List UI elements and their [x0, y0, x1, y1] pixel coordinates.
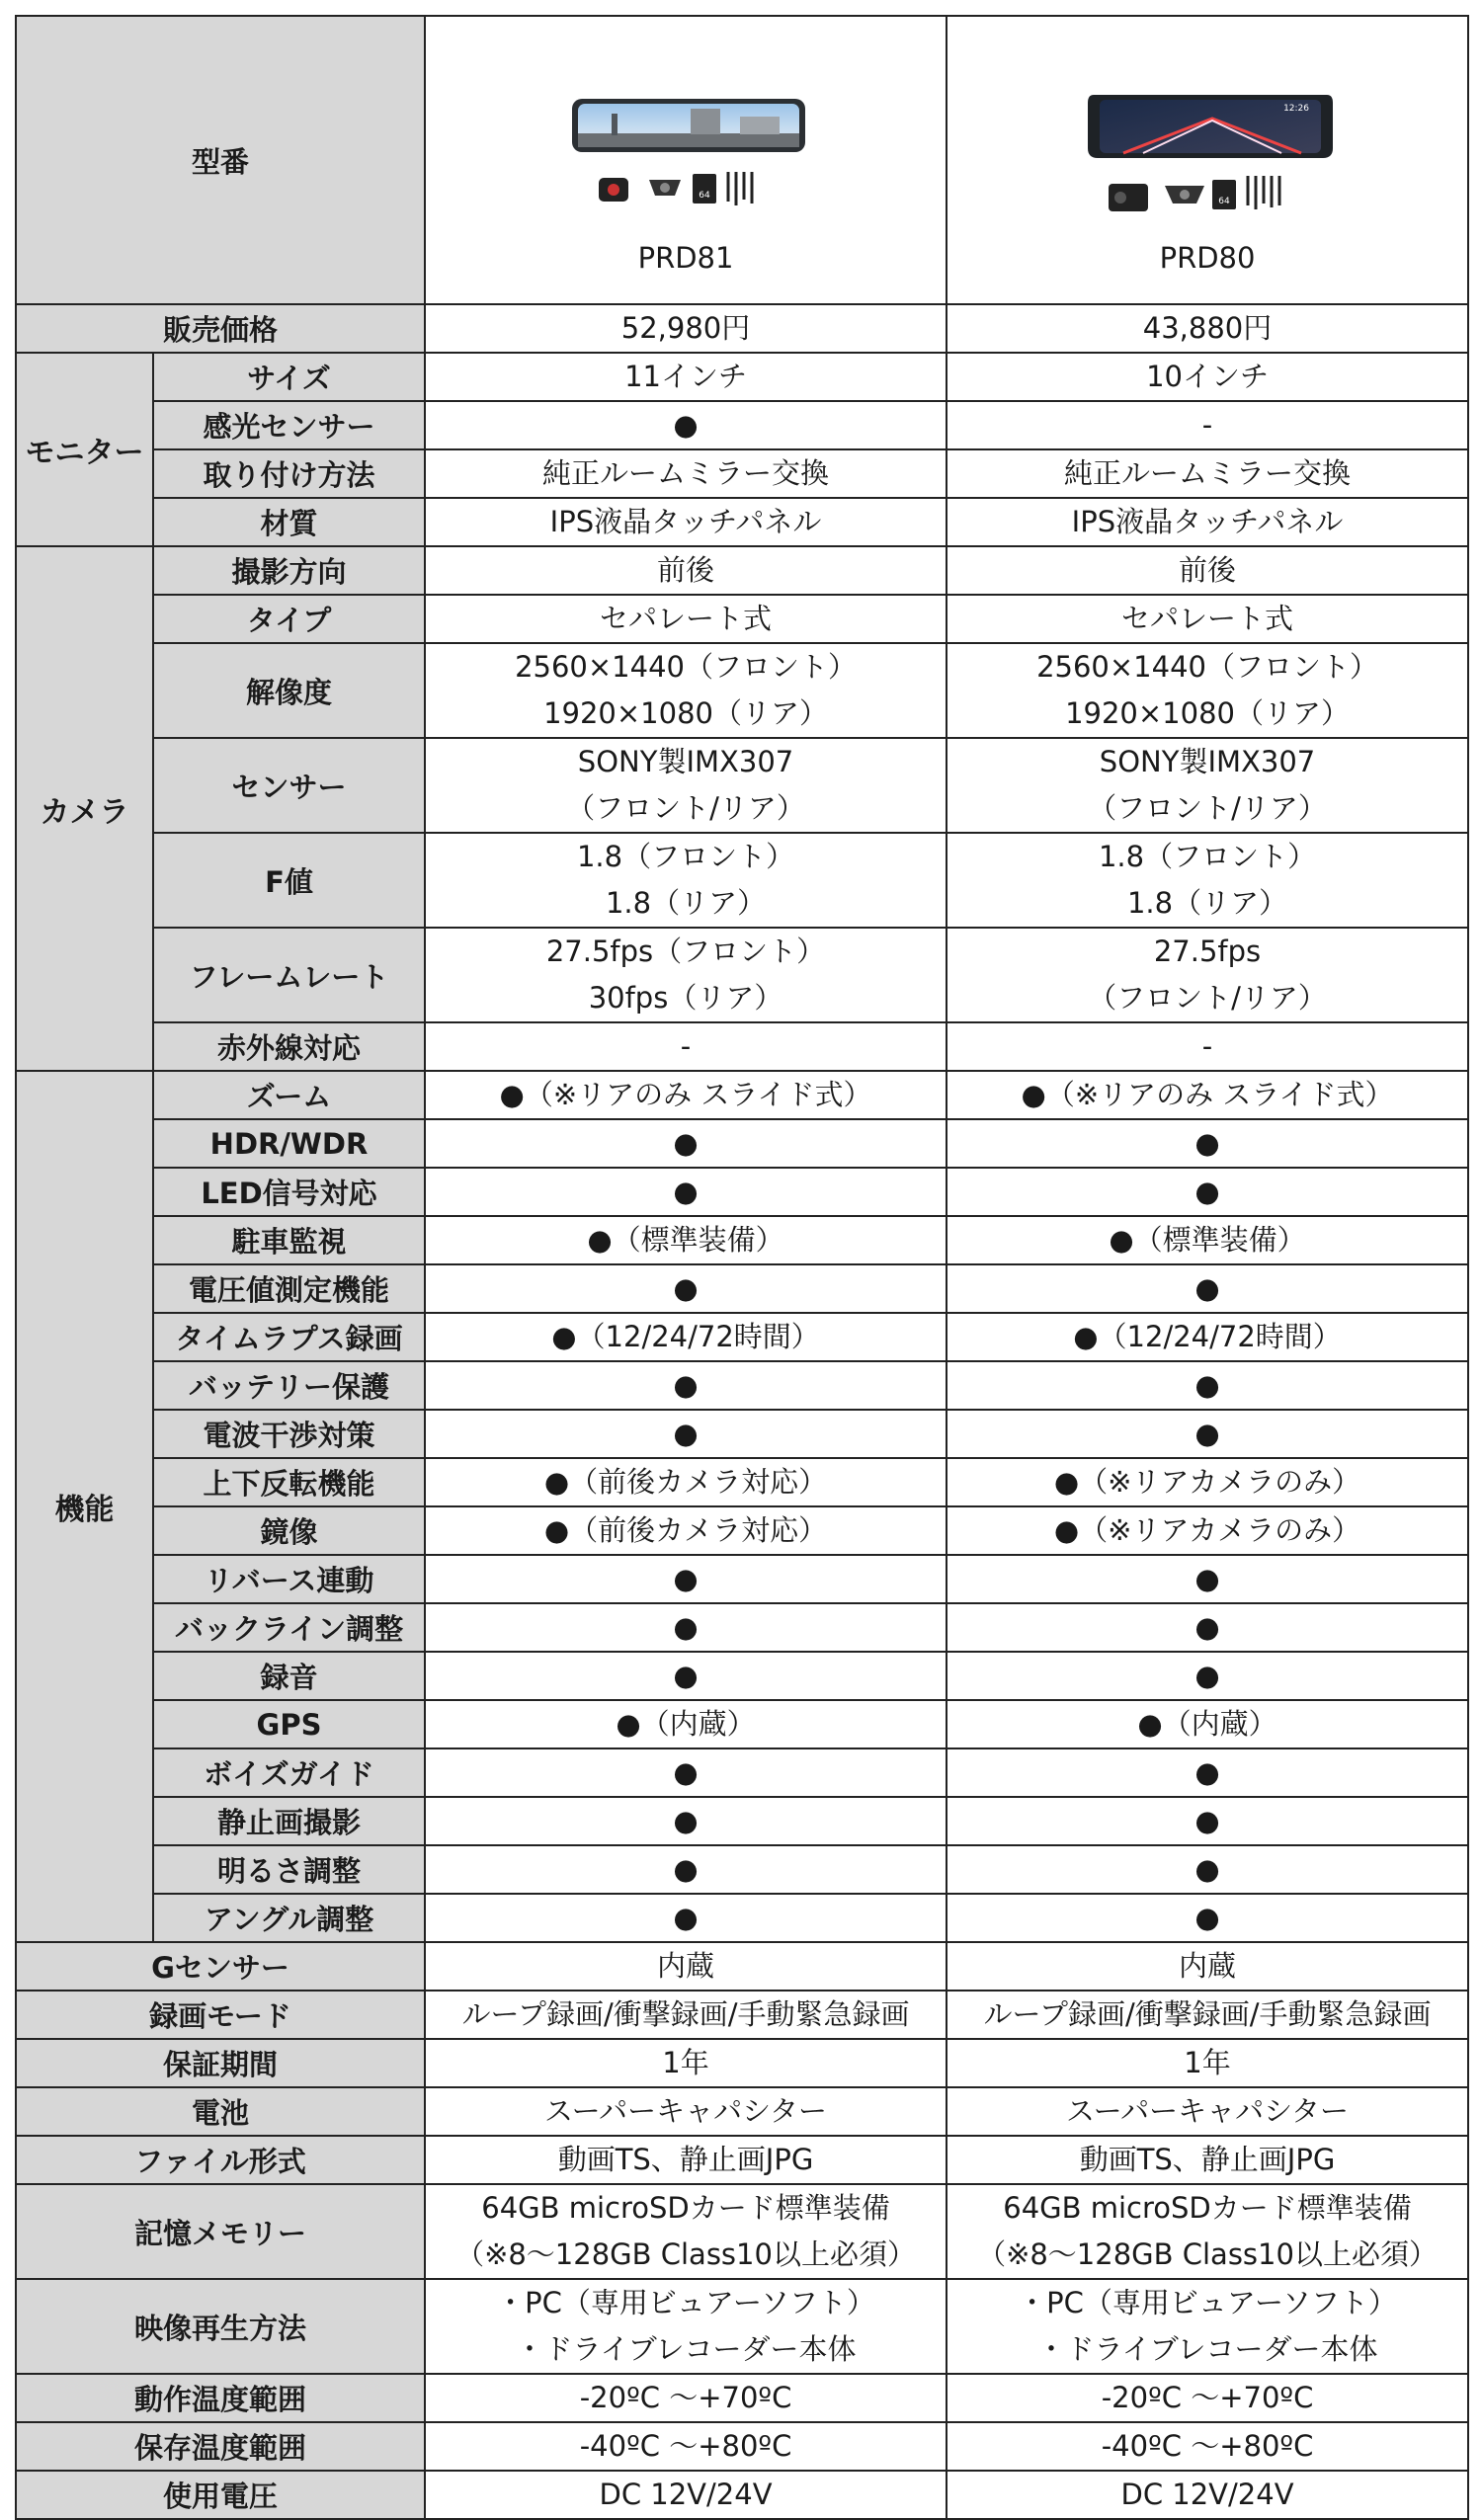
spec-row-brightness	[16, 1845, 1468, 1894]
spec-row-infrared	[16, 1022, 1468, 1071]
memory-value-line: 64GB microSDカード標準装備	[1003, 2191, 1412, 2225]
reverse-value-line: ●	[673, 1562, 699, 1595]
spec-row-angle	[16, 1894, 1468, 1942]
spec-row-light_sensor	[16, 401, 1468, 449]
price-value-line: 52,980円	[620, 311, 751, 345]
screen-clock: 12:26	[1283, 103, 1310, 114]
spec-label: 販売価格	[16, 304, 425, 353]
spec-label: センサー	[153, 738, 425, 833]
hdr-value-line: ●	[673, 1126, 699, 1160]
power_cell-value-line: スーパーキャパシター	[544, 2094, 827, 2128]
spec-label: 上下反転機能	[153, 1458, 425, 1506]
voice-value-line: ●	[1194, 1755, 1220, 1789]
spec-row-led	[16, 1168, 1468, 1216]
model-header-row	[16, 16, 1468, 304]
power_cell-value-prd81	[425, 2087, 947, 2136]
fvalue-value-line: 1.8（フロント）	[1098, 840, 1317, 873]
parking-value-prd80	[947, 1216, 1468, 1264]
still-value-line: ●	[673, 1804, 699, 1837]
sensor-value-line: （フロント/リア）	[566, 791, 805, 825]
zoom-value-line: ●（※リアのみ スライド式）	[1021, 1078, 1394, 1111]
audio-value-prd80	[947, 1652, 1468, 1700]
angle-value-prd81	[425, 1894, 947, 1942]
group-label-monitor: モニター	[16, 353, 153, 546]
timelapse-value-prd81	[425, 1313, 947, 1361]
mounting-value-line: 純正ルームミラー交換	[1064, 456, 1352, 490]
file_format-value-prd80	[947, 2136, 1468, 2184]
battery_protect-value-prd81	[425, 1361, 947, 1410]
direction-value-line: 前後	[657, 553, 715, 587]
spec-row-storage_temp	[16, 2422, 1468, 2471]
spec-label: ボイズガイド	[153, 1748, 425, 1797]
timelapse-value-line: ●（12/24/72時間）	[551, 1320, 820, 1353]
power_cell-value-prd80	[947, 2087, 1468, 2136]
backline-value-line: ●	[1194, 1610, 1220, 1644]
spec-row-playback	[16, 2279, 1468, 2374]
spec-row-interference	[16, 1410, 1468, 1458]
spec-label: Gセンサー	[16, 1942, 425, 1991]
zoom-value-prd81	[425, 1071, 947, 1119]
spec-row-voice	[16, 1748, 1468, 1797]
spec-row-type	[16, 595, 1468, 643]
zoom-value-prd80	[947, 1071, 1468, 1119]
led-value-prd81	[425, 1168, 947, 1216]
storage_temp-value-line: -40ºC ～+80ºC	[579, 2429, 792, 2463]
rec_mode-value-line: ループ録画/衝撃録画/手動緊急録画	[983, 1997, 1432, 2031]
flip-value-prd81	[425, 1458, 947, 1506]
spec-label: F値	[153, 833, 425, 928]
sd-card-label: 64	[1218, 196, 1230, 206]
reverse-value-prd80	[947, 1555, 1468, 1603]
spec-label: ファイル形式	[16, 2136, 425, 2184]
mirror-value-line: ●（前後カメラ対応）	[543, 1513, 828, 1547]
spec-row-fvalue	[16, 833, 1468, 928]
light_sensor-value-line: ●	[673, 408, 699, 442]
material-value-prd80	[947, 498, 1468, 546]
light_sensor-value-prd80	[947, 401, 1468, 449]
timelapse-value-prd80	[947, 1313, 1468, 1361]
spec-row-timelapse	[16, 1313, 1468, 1361]
price-value-prd80	[947, 304, 1468, 353]
model-label: 型番	[16, 16, 425, 304]
type-value-line: セパレート式	[600, 602, 773, 635]
gsensor-value-prd80	[947, 1942, 1468, 1991]
spec-label: 電波干渉対策	[153, 1410, 425, 1458]
spec-label: 動作温度範囲	[16, 2374, 425, 2422]
backline-value-prd81	[425, 1603, 947, 1652]
memory-value-prd80	[947, 2184, 1468, 2279]
spec-row-battery_protect	[16, 1361, 1468, 1410]
spec-row-memory	[16, 2184, 1468, 2279]
storage_temp-value-prd80	[947, 2422, 1468, 2471]
playback-value-line: ・PC（専用ビュアーソフト）	[496, 2286, 875, 2319]
playback-value-line: ・ドライブレコーダー本体	[515, 2332, 857, 2366]
infrared-value-line: -	[1201, 1029, 1213, 1063]
material-value-prd81	[425, 498, 947, 546]
gsensor-value-line: 内蔵	[657, 1949, 715, 1983]
spec-label: タイプ	[153, 595, 425, 643]
resolution-value-line: 2560×1440（フロント）	[1036, 650, 1378, 684]
resolution-value-line: 2560×1440（フロント）	[515, 650, 857, 684]
fvalue-value-line: 1.8（リア）	[1126, 886, 1288, 920]
spec-label: GPS	[153, 1700, 425, 1748]
backline-value-prd80	[947, 1603, 1468, 1652]
spec-label: LED信号対応	[153, 1168, 425, 1216]
voltage_measure-value-prd81	[425, 1264, 947, 1313]
voice-value-prd81	[425, 1748, 947, 1797]
mirror-value-prd81	[425, 1506, 947, 1555]
interference-value-line: ●	[1194, 1417, 1220, 1450]
spec-label: 電池	[16, 2087, 425, 2136]
playback-value-prd81	[425, 2279, 947, 2374]
spec-label: 撮影方向	[153, 546, 425, 595]
spec-label: 駐車監視	[153, 1216, 425, 1264]
power_cell-value-line: スーパーキャパシター	[1066, 2094, 1349, 2128]
rec_mode-value-line: ループ録画/衝撃録画/手動緊急録画	[461, 1997, 910, 2031]
infrared-value-line: -	[680, 1029, 692, 1063]
file_format-value-line: 動画TS、静止画JPG	[557, 2143, 814, 2176]
price-value-line: 43,880円	[1142, 311, 1273, 345]
voltage-value-prd80	[947, 2471, 1468, 2519]
brightness-value-prd81	[425, 1845, 947, 1894]
type-value-prd81	[425, 595, 947, 643]
still-value-prd81	[425, 1797, 947, 1845]
memory-value-line: 64GB microSDカード標準装備	[481, 2191, 890, 2225]
warranty-value-prd81	[425, 2039, 947, 2087]
op_temp-value-prd80	[947, 2374, 1468, 2422]
direction-value-prd80	[947, 546, 1468, 595]
gsensor-value-prd81	[425, 1942, 947, 1991]
voltage-value-prd81	[425, 2471, 947, 2519]
spec-label: 明るさ調整	[153, 1845, 425, 1894]
spec-label: 材質	[153, 498, 425, 546]
model-cell-prd81	[425, 16, 947, 304]
product-image-prd80	[1064, 40, 1351, 227]
size-value-line: 10インチ	[1146, 360, 1269, 393]
hdr-value-prd81	[425, 1119, 947, 1168]
interference-value-prd80	[947, 1410, 1468, 1458]
angle-value-line: ●	[1194, 1901, 1220, 1934]
light_sensor-value-prd81	[425, 401, 947, 449]
material-value-line: IPS液晶タッチパネル	[1071, 505, 1344, 538]
resolution-value-line: 1920×1080（リア）	[543, 696, 828, 730]
spec-label: HDR/WDR	[153, 1119, 425, 1168]
sensor-value-prd80	[947, 738, 1468, 833]
timelapse-value-line: ●（12/24/72時間）	[1073, 1320, 1342, 1353]
spec-row-still	[16, 1797, 1468, 1845]
spec-label: 赤外線対応	[153, 1022, 425, 1071]
warranty-value-line: 1年	[1184, 2046, 1231, 2079]
spec-row-gsensor	[16, 1942, 1468, 1991]
flip-value-prd80	[947, 1458, 1468, 1506]
mounting-value-prd81	[425, 449, 947, 498]
material-value-line: IPS液晶タッチパネル	[549, 505, 822, 538]
framerate-value-line: （フロント/リア）	[1088, 981, 1327, 1015]
gsensor-value-line: 内蔵	[1179, 1949, 1237, 1983]
spec-label: 静止画撮影	[153, 1797, 425, 1845]
brightness-value-prd80	[947, 1845, 1468, 1894]
spec-comparison-table	[15, 15, 1469, 2520]
spec-row-reverse	[16, 1555, 1468, 1603]
infrared-value-prd80	[947, 1022, 1468, 1071]
file_format-value-line: 動画TS、静止画JPG	[1079, 2143, 1336, 2176]
voltage-value-line: DC 12V/24V	[599, 2478, 773, 2511]
spec-label: アングル調整	[153, 1894, 425, 1942]
spec-label: バックライン調整	[153, 1603, 425, 1652]
spec-label: 解像度	[153, 643, 425, 738]
size-value-line: 11インチ	[624, 360, 747, 393]
file_format-value-prd81	[425, 2136, 947, 2184]
type-value-prd80	[947, 595, 1468, 643]
spec-label: 録画モード	[16, 1991, 425, 2039]
playback-value-line: ・ドライブレコーダー本体	[1036, 2332, 1378, 2366]
spec-row-framerate	[16, 928, 1468, 1022]
spec-row-gps	[16, 1700, 1468, 1748]
gps-value-line: ●（内蔵）	[616, 1707, 756, 1741]
spec-row-flip	[16, 1458, 1468, 1506]
led-value-line: ●	[673, 1175, 699, 1208]
spec-label: ズーム	[153, 1071, 425, 1119]
audio-value-prd81	[425, 1652, 947, 1700]
voice-value-line: ●	[673, 1755, 699, 1789]
spec-label: 保証期間	[16, 2039, 425, 2087]
parking-value-line: ●（標準装備）	[587, 1223, 784, 1257]
size-value-prd80	[947, 353, 1468, 401]
angle-value-prd80	[947, 1894, 1468, 1942]
framerate-value-prd81	[425, 928, 947, 1022]
spec-label: 取り付け方法	[153, 449, 425, 498]
sensor-value-prd81	[425, 738, 947, 833]
fvalue-value-line: 1.8（リア）	[605, 886, 767, 920]
spec-row-zoom	[16, 1071, 1468, 1119]
memory-value-prd81	[425, 2184, 947, 2279]
warranty-value-prd80	[947, 2039, 1468, 2087]
parking-value-prd81	[425, 1216, 947, 1264]
framerate-value-line: 30fps（リア）	[588, 981, 783, 1015]
spec-label: バッテリー保護	[153, 1361, 425, 1410]
battery_protect-value-line: ●	[1194, 1368, 1220, 1402]
spec-row-material	[16, 498, 1468, 546]
warranty-value-line: 1年	[662, 2046, 709, 2079]
spec-row-price	[16, 304, 1468, 353]
op_temp-value-line: -20ºC ～+70ºC	[579, 2381, 792, 2414]
spec-label: リバース連動	[153, 1555, 425, 1603]
memory-value-line: （※8～128GB Class10以上必須）	[455, 2237, 916, 2271]
reverse-value-prd81	[425, 1555, 947, 1603]
audio-value-line: ●	[673, 1659, 699, 1692]
gps-value-line: ●（内蔵）	[1137, 1707, 1277, 1741]
led-value-line: ●	[1194, 1175, 1220, 1208]
direction-value-line: 前後	[1179, 553, 1237, 587]
framerate-value-line: 27.5fps（フロント）	[545, 935, 826, 968]
reverse-value-line: ●	[1194, 1562, 1220, 1595]
spec-label: 使用電圧	[16, 2471, 425, 2519]
spec-row-direction	[16, 546, 1468, 595]
fvalue-value-line: 1.8（フロント）	[576, 840, 795, 873]
storage_temp-value-prd81	[425, 2422, 947, 2471]
fvalue-value-prd81	[425, 833, 947, 928]
group-label-camera: カメラ	[16, 546, 153, 1071]
spec-row-sensor	[16, 738, 1468, 833]
memory-value-line: （※8～128GB Class10以上必須）	[977, 2237, 1438, 2271]
spec-row-op_temp	[16, 2374, 1468, 2422]
flip-value-line: ●（前後カメラ対応）	[543, 1465, 828, 1499]
hdr-value-prd80	[947, 1119, 1468, 1168]
spec-row-mirror	[16, 1506, 1468, 1555]
spec-row-voltage	[16, 2471, 1468, 2519]
mounting-value-line: 純正ルームミラー交換	[542, 456, 830, 490]
battery_protect-value-line: ●	[673, 1368, 699, 1402]
spec-row-voltage_measure	[16, 1264, 1468, 1313]
op_temp-value-prd81	[425, 2374, 947, 2422]
spec-label: サイズ	[153, 353, 425, 401]
spec-label: 鏡像	[153, 1506, 425, 1555]
model-name-prd81: PRD81	[637, 240, 734, 275]
gps-value-prd81	[425, 1700, 947, 1748]
angle-value-line: ●	[673, 1901, 699, 1934]
spec-label: 映像再生方法	[16, 2279, 425, 2374]
model-cell-prd80	[947, 16, 1468, 304]
spec-label: 録音	[153, 1652, 425, 1700]
rec_mode-value-prd80	[947, 1991, 1468, 2039]
mounting-value-prd80	[947, 449, 1468, 498]
spec-label: 保存温度範囲	[16, 2422, 425, 2471]
storage_temp-value-line: -40ºC ～+80ºC	[1101, 2429, 1314, 2463]
spec-row-resolution	[16, 643, 1468, 738]
spec-row-file_format	[16, 2136, 1468, 2184]
framerate-value-line: 27.5fps	[1153, 935, 1262, 968]
sensor-value-line: （フロント/リア）	[1088, 791, 1327, 825]
spec-row-warranty	[16, 2039, 1468, 2087]
led-value-prd80	[947, 1168, 1468, 1216]
still-value-prd80	[947, 1797, 1468, 1845]
interference-value-line: ●	[673, 1417, 699, 1450]
resolution-value-prd80	[947, 643, 1468, 738]
voltage_measure-value-line: ●	[1194, 1271, 1220, 1305]
audio-value-line: ●	[1194, 1659, 1220, 1692]
playback-value-prd80	[947, 2279, 1468, 2374]
sd-card-label: 64	[699, 190, 710, 201]
spec-row-parking	[16, 1216, 1468, 1264]
spec-row-mounting	[16, 449, 1468, 498]
type-value-line: セパレート式	[1121, 602, 1294, 635]
spec-label: タイムラプス録画	[153, 1313, 425, 1361]
light_sensor-value-line: -	[1201, 408, 1213, 442]
resolution-value-line: 1920×1080（リア）	[1065, 696, 1350, 730]
voltage-value-line: DC 12V/24V	[1120, 2478, 1294, 2511]
spec-label: 感光センサー	[153, 401, 425, 449]
sensor-value-line: SONY製IMX307	[1099, 745, 1316, 778]
flip-value-line: ●（※リアカメラのみ）	[1053, 1465, 1361, 1499]
resolution-value-prd81	[425, 643, 947, 738]
mirror-value-prd80	[947, 1506, 1468, 1555]
framerate-value-prd80	[947, 928, 1468, 1022]
voltage_measure-value-prd80	[947, 1264, 1468, 1313]
model-name-prd80: PRD80	[1159, 240, 1256, 275]
voice-value-prd80	[947, 1748, 1468, 1797]
direction-value-prd81	[425, 546, 947, 595]
spec-row-size	[16, 353, 1468, 401]
gps-value-prd80	[947, 1700, 1468, 1748]
fvalue-value-prd80	[947, 833, 1468, 928]
brightness-value-line: ●	[673, 1852, 699, 1886]
voltage_measure-value-line: ●	[673, 1271, 699, 1305]
infrared-value-prd81	[425, 1022, 947, 1071]
hdr-value-line: ●	[1194, 1126, 1220, 1160]
size-value-prd81	[425, 353, 947, 401]
still-value-line: ●	[1194, 1804, 1220, 1837]
price-value-prd81	[425, 304, 947, 353]
battery_protect-value-prd80	[947, 1361, 1468, 1410]
product-image-prd81	[542, 40, 829, 227]
op_temp-value-line: -20ºC ～+70ºC	[1101, 2381, 1314, 2414]
backline-value-line: ●	[673, 1610, 699, 1644]
group-label-features: 機能	[16, 1071, 153, 1942]
spec-label: 電圧値測定機能	[153, 1264, 425, 1313]
spec-label: 記憶メモリー	[16, 2184, 425, 2279]
interference-value-prd81	[425, 1410, 947, 1458]
spec-label: フレームレート	[153, 928, 425, 1022]
spec-row-power_cell	[16, 2087, 1468, 2136]
parking-value-line: ●（標準装備）	[1109, 1223, 1306, 1257]
spec-row-rec_mode	[16, 1991, 1468, 2039]
spec-row-hdr	[16, 1119, 1468, 1168]
playback-value-line: ・PC（専用ビュアーソフト）	[1018, 2286, 1397, 2319]
sensor-value-line: SONY製IMX307	[577, 745, 794, 778]
rec_mode-value-prd81	[425, 1991, 947, 2039]
spec-row-backline	[16, 1603, 1468, 1652]
mirror-value-line: ●（※リアカメラのみ）	[1053, 1513, 1361, 1547]
spec-row-audio	[16, 1652, 1468, 1700]
zoom-value-line: ●（※リアのみ スライド式）	[499, 1078, 872, 1111]
brightness-value-line: ●	[1194, 1852, 1220, 1886]
